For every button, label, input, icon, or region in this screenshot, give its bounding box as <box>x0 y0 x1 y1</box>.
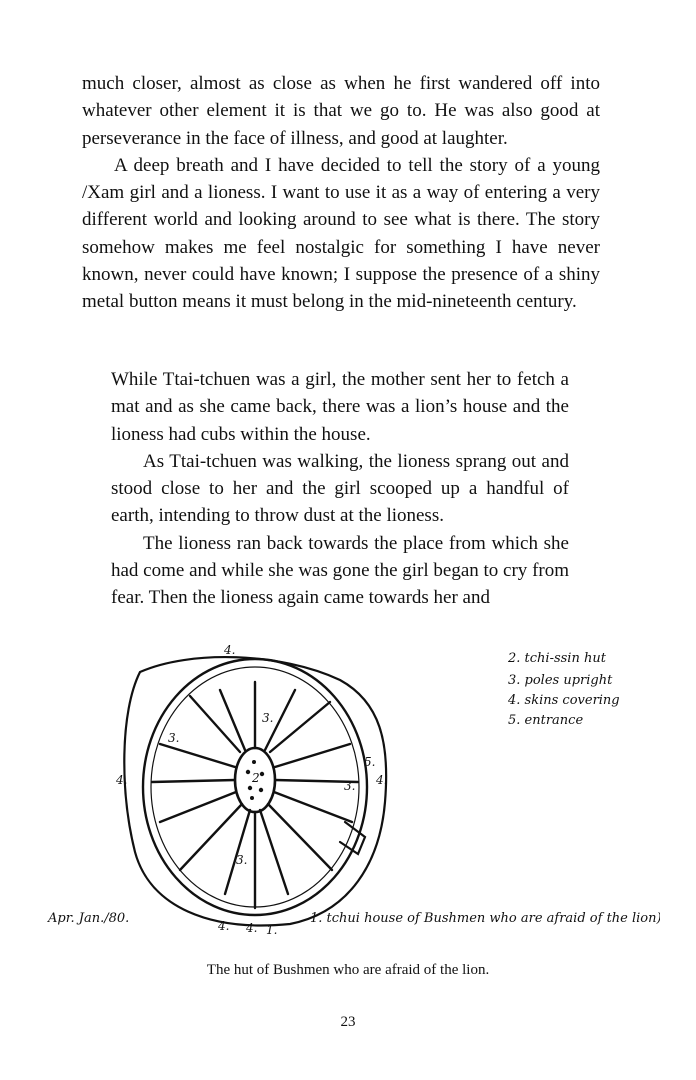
page-number: 23 <box>340 1014 356 1030</box>
fig-label: 4. <box>246 921 258 935</box>
fig-label: 4. <box>224 643 236 657</box>
hut-sketch-drawing <box>40 632 660 952</box>
fig-label: 4. <box>218 919 230 933</box>
legend-line: 4. skins covering <box>508 693 620 708</box>
fig-label: 3. <box>168 731 180 745</box>
figure-caption: The hut of Bushmen who are afraid of the lion. <box>206 962 490 978</box>
fig-label: 4. <box>116 773 128 787</box>
bottom-handwritten-note: 1. tchui house of Bushmen who are afraid of the lion) <box>310 911 660 926</box>
legend-line: 3. poles upright <box>508 673 613 688</box>
main-text <box>82 70 600 316</box>
fig-label: 3. <box>344 779 356 793</box>
fig-label: 3. <box>262 711 274 725</box>
date-note: Apr. Jan./80. <box>48 911 130 926</box>
fig-label: 1. <box>266 923 278 937</box>
story-quote <box>111 366 569 612</box>
paragraph-story-intro: A deep breath and I have decided to tell the story of a young /Xam girl and a lioness. I want to use it as a way of entering a very different world and looking around to see what is there. The story somehow makes me feel nostalgic for something I have never known, never could have known; I suppose the presence of a shiny metal button means it must belong in the mid-nineteenth century. <box>82 154 600 313</box>
legend-line: 5. entrance <box>508 713 584 728</box>
fig-label: 5. <box>364 755 376 769</box>
quote-paragraph: The lioness ran back towards the place from which she had come and while she was gone the girl began to cry from fear. Then the lioness again came towards her and <box>111 532 569 609</box>
quote-paragraph: While Ttai-tchuen was a girl, the mother sent her to fetch a mat and as she came back, there was a lion’s house and the lioness had cubs within the house. <box>111 369 569 445</box>
hut-sketch-figure <box>40 632 660 952</box>
fig-label: 2 <box>252 771 260 785</box>
fig-label: 4. <box>376 773 388 787</box>
quote-paragraph: As Ttai-tchuen was walking, the lioness sprang out and stood close to her and the girl scooped up a handful of earth, intending to throw dust at the lioness. <box>111 450 569 527</box>
paragraph-continued: much closer, almost as close as when he first wandered off into whatever other element it is that we go to. He was also good at perseverance in the face of illness, and good at laughter. <box>82 73 600 149</box>
fig-label: 3. <box>236 853 248 867</box>
legend-line: 2. tchi-ssin hut <box>508 651 606 666</box>
